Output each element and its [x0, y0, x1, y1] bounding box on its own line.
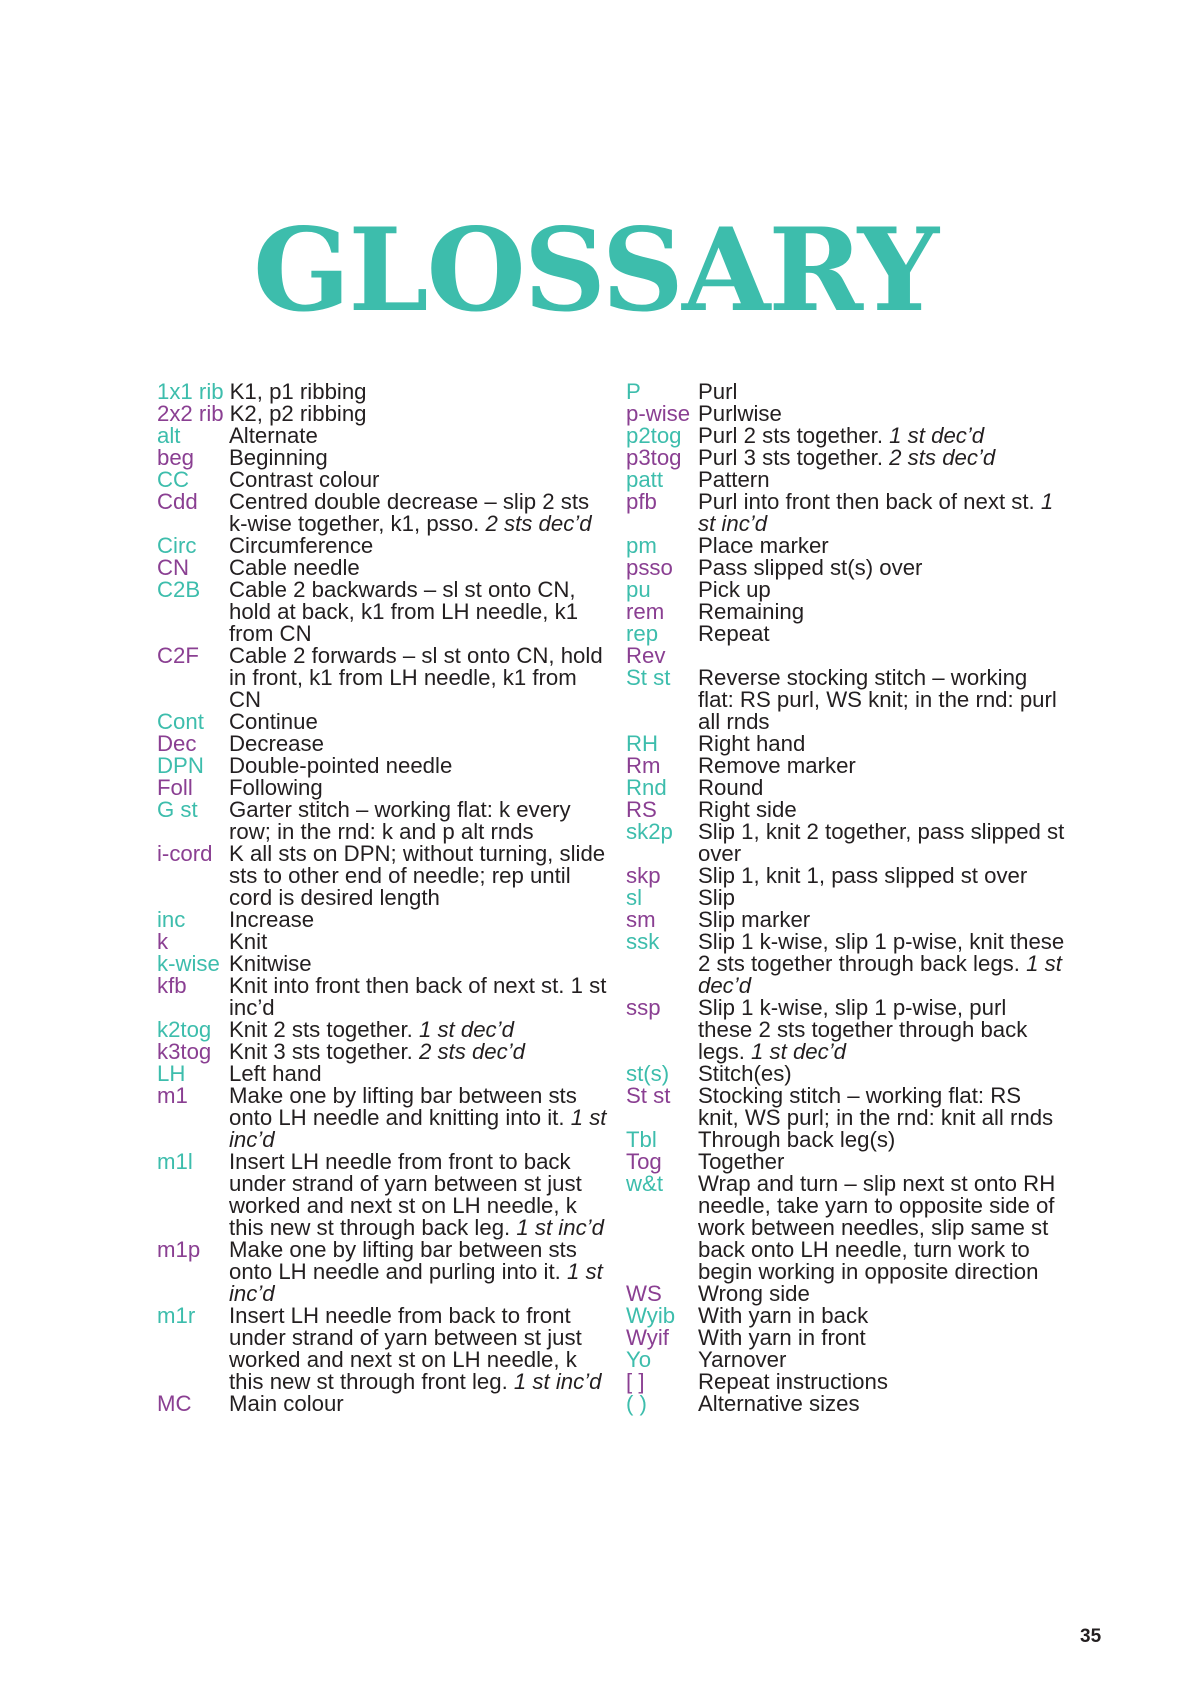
glossary-entry [157, 975, 607, 1019]
glossary-entry [626, 777, 1066, 799]
glossary-definition: Place marker [698, 533, 829, 558]
glossary-entry [626, 381, 1066, 403]
glossary-entry [626, 425, 1066, 447]
glossary-entry [157, 535, 607, 557]
glossary-term: st(s) [626, 1061, 670, 1086]
glossary-entry [626, 909, 1066, 931]
glossary-entry [157, 1019, 607, 1041]
glossary-entry [626, 1283, 1066, 1305]
glossary-term: i-cord [157, 841, 213, 866]
glossary-entry [626, 799, 1066, 821]
glossary-definition: Left hand [229, 1061, 322, 1086]
glossary-term: rem [626, 599, 665, 624]
glossary-entry [157, 1393, 607, 1415]
glossary-entry [157, 403, 607, 425]
glossary-term: m1 [157, 1083, 188, 1108]
glossary-term: ssk [626, 929, 660, 954]
glossary-definition: Remaining [698, 599, 805, 624]
glossary-definition: Knit [229, 929, 268, 954]
glossary-entry [157, 557, 607, 579]
glossary-definition: Garter stitch – working flat: k every row; in the rnd: k and p alt rnds [229, 797, 571, 844]
glossary-term: St st [626, 665, 671, 690]
glossary-term: Circ [157, 533, 197, 558]
glossary-entry [157, 1063, 607, 1085]
glossary-term: Rm [626, 753, 661, 778]
glossary-entry [626, 601, 1066, 623]
glossary-entry [157, 381, 607, 403]
glossary-definition: Make one by lifting bar between sts onto LH needle and knitting into it. 1 st inc’d [229, 1083, 607, 1152]
glossary-definition: Circumference [229, 533, 374, 558]
glossary-definition: Knit 3 sts together. 2 sts dec’d [229, 1039, 525, 1064]
glossary-entry [626, 1085, 1066, 1129]
glossary-entry [626, 469, 1066, 491]
glossary-definition: Purlwise [698, 401, 782, 426]
glossary-entry [157, 579, 607, 645]
glossary-definition: K2, p2 ribbing [229, 401, 367, 426]
glossary-entry [157, 843, 607, 909]
glossary-definition: With yarn in front [698, 1325, 866, 1350]
page-number: 35 [1080, 1626, 1102, 1647]
glossary-right-column [626, 381, 1066, 1415]
glossary-definition: Continue [229, 709, 318, 734]
glossary-definition: Purl [698, 379, 738, 404]
glossary-term: k2tog [157, 1017, 212, 1042]
glossary-term: inc [157, 907, 186, 932]
glossary-term: pm [626, 533, 657, 558]
glossary-entry [626, 1063, 1066, 1085]
glossary-term: C2B [157, 577, 201, 602]
glossary-term: CC [157, 467, 190, 492]
glossary-term: RH [626, 731, 659, 756]
glossary-definition: Knit 2 sts together. 1 st dec’d [229, 1017, 514, 1042]
glossary-entry [157, 1151, 607, 1239]
glossary-definition: Cable needle [229, 555, 360, 580]
glossary-entry [626, 1327, 1066, 1349]
glossary-term: alt [157, 423, 181, 448]
glossary-definition: Alternative sizes [698, 1391, 860, 1416]
glossary-entry [157, 1305, 607, 1393]
glossary-entry [157, 469, 607, 491]
glossary-definition: Knit into front then back of next st. 1 st inc’d [229, 973, 607, 1020]
glossary-term: G st [157, 797, 198, 822]
glossary-entry [157, 447, 607, 469]
glossary-definition: With yarn in back [698, 1303, 869, 1328]
glossary-term: psso [626, 555, 673, 580]
glossary-entry [157, 1239, 607, 1305]
glossary-definition: Slip 1 k-wise, slip 1 p-wise, purl these 2 sts together through back legs. 1 st dec’d [698, 995, 1028, 1064]
glossary-term: p-wise [626, 401, 691, 426]
glossary-term: Yo [626, 1347, 652, 1372]
glossary-term: sm [626, 907, 656, 932]
glossary-definition: Purl 3 sts together. 2 sts dec’d [698, 445, 996, 470]
glossary-term: WS [626, 1281, 662, 1306]
glossary-definition: Make one by lifting bar between sts onto LH needle and purling into it. 1 st inc’d [229, 1237, 603, 1306]
glossary-left-column [157, 381, 607, 1415]
glossary-term: m1p [157, 1237, 201, 1262]
glossary-term: P [626, 379, 641, 404]
glossary-entry [157, 799, 607, 843]
glossary-entry [157, 777, 607, 799]
glossary-definition: Reverse stocking stitch – working flat: RS purl, WS knit; in the rnd: purl all rnds [698, 665, 1057, 734]
glossary-term: sl [626, 885, 643, 910]
glossary-definition: Remove marker [698, 753, 856, 778]
glossary-term: kfb [157, 973, 187, 998]
glossary-term: m1l [157, 1149, 193, 1174]
glossary-term: k [157, 929, 169, 954]
glossary-term: ssp [626, 995, 661, 1020]
glossary-definition: Wrong side [698, 1281, 810, 1306]
glossary-entry [626, 645, 1066, 667]
glossary-entry [626, 579, 1066, 601]
glossary-entry [626, 931, 1066, 997]
glossary-term: DPN [157, 753, 204, 778]
glossary-term: skp [626, 863, 661, 888]
glossary-term: [ ] [626, 1369, 645, 1394]
glossary-definition: Slip 1 k-wise, slip 1 p-wise, knit these 2 sts together through back legs. 1 st dec’d [698, 929, 1065, 998]
glossary-definition: Pattern [698, 467, 770, 492]
glossary-entry [157, 425, 607, 447]
glossary-term: Tog [626, 1149, 662, 1174]
glossary-definition: Insert LH needle from front to back under strand of yarn between st just worked and next st on LH needle, k this new st through back leg. 1 st inc’d [229, 1149, 604, 1240]
glossary-definition: Purl into front then back of next st. 1 st inc’d [698, 489, 1054, 536]
glossary-entry [157, 909, 607, 931]
glossary-term: 2x2 rib [157, 401, 224, 426]
glossary-term: Wyib [626, 1303, 676, 1328]
glossary-entry [157, 931, 607, 953]
glossary-definition: Cable 2 forwards – sl st onto CN, hold in front, k1 from LH needle, k1 from CN [229, 643, 603, 712]
glossary-definition: Main colour [229, 1391, 344, 1416]
glossary-definition: Slip [698, 885, 735, 910]
glossary-term: Rnd [626, 775, 667, 800]
glossary-term: pu [626, 577, 651, 602]
glossary-term: rep [626, 621, 659, 646]
glossary-entry [157, 733, 607, 755]
glossary-entry [626, 1151, 1066, 1173]
glossary-entry [626, 535, 1066, 557]
glossary-definition: Through back leg(s) [698, 1127, 896, 1152]
glossary-term: p3tog [626, 445, 682, 470]
glossary-term: pfb [626, 489, 657, 514]
glossary-definition: Purl 2 sts together. 1 st dec’d [698, 423, 985, 448]
glossary-term: RS [626, 797, 657, 822]
glossary-entry [626, 623, 1066, 645]
glossary-entry [626, 557, 1066, 579]
glossary-term: Cont [157, 709, 204, 734]
glossary-definition: Double-pointed needle [229, 753, 453, 778]
glossary-term: MC [157, 1391, 192, 1416]
glossary-definition: Repeat instructions [698, 1369, 888, 1394]
glossary-definition: Insert LH needle from back to front under strand of yarn between st just worked and next st on LH needle, k this new st through front leg. 1 st inc’d [229, 1303, 602, 1394]
glossary-definition: Wrap and turn – slip next st onto RH needle, take yarn to opposite side of work between needles, slip same st back onto LH needle, turn work to begin working in opposite direction [698, 1171, 1056, 1284]
glossary-definition: Stocking stitch – working flat: RS knit, WS purl; in the rnd: knit all rnds [698, 1083, 1054, 1130]
glossary-term: w&t [626, 1171, 663, 1196]
glossary-term: Rev [626, 643, 666, 668]
glossary-definition: Following [229, 775, 323, 800]
glossary-definition: Together [698, 1149, 785, 1174]
glossary-definition: K1, p1 ribbing [229, 379, 367, 404]
glossary-term: Cdd [157, 489, 198, 514]
glossary-entry [626, 821, 1066, 865]
glossary-entry [626, 1305, 1066, 1327]
glossary-term: C2F [157, 643, 199, 668]
glossary-term: Foll [157, 775, 193, 800]
glossary-entry [626, 403, 1066, 425]
glossary-term: sk2p [626, 819, 673, 844]
glossary-definition: Cable 2 backwards – sl st onto CN, hold at back, k1 from LH needle, k1 from CN [229, 577, 579, 646]
glossary-definition [698, 645, 1066, 667]
glossary-definition: Yarnover [698, 1347, 787, 1372]
glossary-term: CN [157, 555, 190, 580]
glossary-entry [626, 1393, 1066, 1415]
glossary-term: k3tog [157, 1039, 212, 1064]
glossary-definition: Beginning [229, 445, 328, 470]
glossary-definition: Right side [698, 797, 797, 822]
glossary-entry [626, 1173, 1066, 1283]
glossary-term: k-wise [157, 951, 220, 976]
glossary-term: p2tog [626, 423, 682, 448]
glossary-definition: Stitch(es) [698, 1061, 792, 1086]
glossary-term: patt [626, 467, 664, 492]
glossary-entry [626, 887, 1066, 909]
glossary-term: Wyif [626, 1325, 669, 1350]
glossary-entry [626, 997, 1066, 1063]
glossary-entry [626, 733, 1066, 755]
glossary-term: Dec [157, 731, 197, 756]
glossary-entry [157, 755, 607, 777]
glossary-entry [626, 491, 1066, 535]
glossary-entry [157, 953, 607, 975]
glossary-definition: Slip 1, knit 2 together, pass slipped st over [698, 819, 1065, 866]
glossary-term: Tbl [626, 1127, 657, 1152]
glossary-entry [626, 667, 1066, 733]
glossary-definition: Slip marker [698, 907, 811, 932]
glossary-entry [157, 711, 607, 733]
glossary-term: 1x1 rib [157, 379, 224, 404]
glossary-definition: Repeat [698, 621, 770, 646]
glossary-definition: Contrast colour [229, 467, 380, 492]
glossary-definition: Alternate [229, 423, 318, 448]
glossary-definition: Pass slipped st(s) over [698, 555, 923, 580]
glossary-definition: Centred double decrease – slip 2 sts k-wise together, k1, psso. 2 sts dec’d [229, 489, 592, 536]
glossary-term: ( ) [626, 1391, 647, 1416]
page-title: GLOSSARY [252, 203, 938, 337]
glossary-entry [157, 1041, 607, 1063]
glossary-entry [626, 447, 1066, 469]
glossary-definition: Pick up [698, 577, 771, 602]
glossary-entry [157, 645, 607, 711]
glossary-definition: Round [698, 775, 764, 800]
glossary-definition: Right hand [698, 731, 806, 756]
glossary-entry [626, 755, 1066, 777]
glossary-definition: Knitwise [229, 951, 312, 976]
glossary-entry [626, 1129, 1066, 1151]
glossary-term: m1r [157, 1303, 196, 1328]
glossary-entry [626, 865, 1066, 887]
glossary-definition: Decrease [229, 731, 324, 756]
glossary-definition: Increase [229, 907, 315, 932]
glossary-term: LH [157, 1061, 186, 1086]
glossary-definition: Slip 1, knit 1, pass slipped st over [698, 863, 1028, 888]
glossary-entry [157, 491, 607, 535]
glossary-term: beg [157, 445, 195, 470]
glossary-entry [626, 1371, 1066, 1393]
glossary-definition: K all sts on DPN; without turning, slide sts to other end of needle; rep until cord is desired length [229, 841, 606, 910]
glossary-entry [157, 1085, 607, 1151]
glossary-term: St st [626, 1083, 671, 1108]
glossary-entry [626, 1349, 1066, 1371]
